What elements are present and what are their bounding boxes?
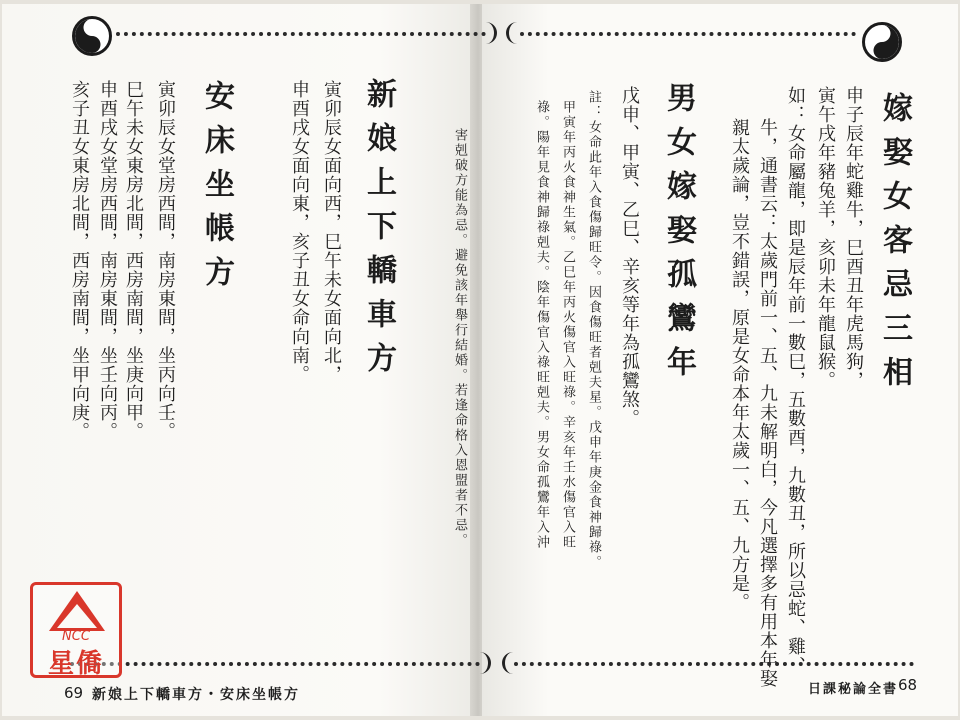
note-line: 害剋破方能為忌。避免該年舉行結婚。若逢命格入恩盟者不忌。 bbox=[452, 128, 467, 548]
body-line: 亥子丑女東房北間，西房南間，坐甲向庚。 bbox=[69, 80, 90, 441]
yin-yang-emblem-icon bbox=[862, 22, 902, 62]
body-line: 寅卯辰女面向西，巳午未女面向北， bbox=[321, 80, 342, 384]
page-number: 68 bbox=[898, 676, 918, 694]
body-line: 巳午未女東房北間，西房南間，坐庚向甲。 bbox=[123, 80, 144, 441]
body-line: 申酉戌女面向東，亥子丑女命向南。 bbox=[289, 80, 310, 384]
page-number: 69 bbox=[64, 684, 84, 702]
footer-dotted-rule bbox=[70, 662, 480, 666]
body-line: 申子辰年蛇雞牛，巳酉丑年虎馬狗， bbox=[843, 86, 864, 390]
note-line: 註：女命此年入食傷歸旺令。因食傷旺者剋夫星。戊申年庚金食神歸祿。 bbox=[586, 90, 601, 570]
ncc-watermark-stamp bbox=[30, 582, 122, 678]
stamp-text-bottom: 星僑 bbox=[47, 649, 104, 679]
stamp-text-top: NCC bbox=[62, 629, 90, 644]
footer-dotted-rule bbox=[514, 662, 914, 666]
body-line: 如：女命屬龍，即是辰年前一數巳，五數酉，九數丑，所以忌蛇、雞、 bbox=[785, 86, 806, 675]
body-line: 戊申、甲寅、乙巳、辛亥等年為孤鸞煞。 bbox=[619, 86, 640, 428]
body-line: 寅午戌年豬兔羊，亥卯未年龍鼠猴。 bbox=[815, 86, 836, 390]
body-line: 申酉戌女堂房西間，南房東間，坐壬向丙。 bbox=[97, 80, 118, 441]
section-title: 嫁娶女客忌三相 bbox=[877, 92, 912, 400]
body-line: 寅卯辰女堂房西間，南房東間，坐丙向壬。 bbox=[155, 80, 176, 441]
running-title: 新娘上下轎車方・安床坐帳方 bbox=[92, 687, 300, 703]
body-line: 親太歲論，豈不錯誤，原是女命本年太歲一、五、九方是。 bbox=[729, 118, 750, 612]
section-title: 新娘上下轎車方 bbox=[361, 78, 396, 386]
note-line: 甲寅年丙火食神生氣。乙巳年丙火傷官入旺祿。辛亥年壬水傷官入旺 bbox=[560, 100, 575, 550]
header-dotted-rule bbox=[116, 32, 486, 36]
running-title: 日課秘論全書 bbox=[808, 682, 899, 697]
body-line: 牛，通書云：太歲門前一、五、九未解明白，今凡選擇多有用本年娶 bbox=[757, 118, 778, 688]
section-title: 安床坐帳方 bbox=[199, 80, 234, 300]
section-title: 男女嫁娶孤鸞年 bbox=[661, 82, 696, 390]
note-line: 祿。陽年見食神歸祿剋夫。陰年傷官入祿旺剋夫。男女命孤鸞年入沖 bbox=[534, 100, 549, 550]
header-dotted-rule bbox=[520, 32, 856, 36]
yin-yang-emblem-icon bbox=[72, 16, 112, 56]
